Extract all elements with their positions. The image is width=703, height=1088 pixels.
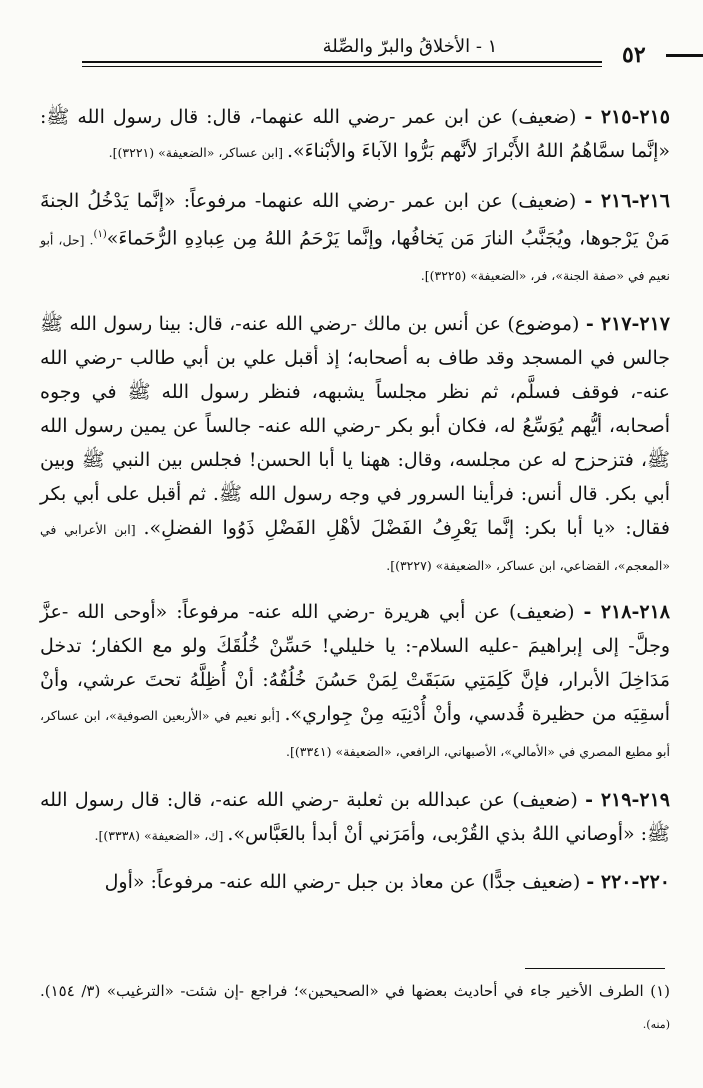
page-header (40, 34, 670, 74)
entry-number: ٢١٦-٢١٦ - (584, 190, 670, 212)
header-rule-thin (82, 66, 602, 67)
header-dash (666, 54, 703, 57)
entry-number: ٢١٥-٢١٥ - (584, 106, 670, 128)
hadith-entry-216 (40, 184, 670, 293)
footnote-mark: (منه). (642, 1018, 670, 1031)
entry-number: ٢١٩-٢١٩ - (585, 789, 670, 812)
page-body (40, 100, 670, 913)
hadith-entry-217 (40, 307, 670, 583)
footnote-text: (١) الطرف الأخير جاء في أحاديث بعضها في «الصحيحين»؛ فراجع -إن شئت- «الترغيب» (٣/ ١٥٤). (40, 982, 670, 1000)
entry-source: [أبو نعيم في «الأربعين الصوفية»، ابن عساكر، أبو مطيع المصري في «الأمالي»، الأصبهاني، الرافعي، «الضعيفة» (٣٣٤١)]. (40, 708, 670, 760)
entry-text: (ضعيف) عن عبدالله بن ثعلبة -رضي الله عنه-، قال: قال رسول الله ﷺ: «أوصاني اللهُ بذي القُرْبى، وأمَرَني أنْ أبدأ بالعَبَّاس». (40, 789, 670, 846)
hadith-entry-218 (40, 595, 670, 769)
footnote (40, 976, 670, 1040)
hadith-entry-220 (40, 865, 670, 901)
footnote-ref: (١) (93, 229, 107, 240)
header-rule (82, 61, 602, 63)
entry-number: ٢١٨-٢١٨ - (583, 601, 670, 624)
page-number: ٥٢ (622, 42, 646, 68)
running-title: ١ - الأخلاقُ والبرّ والصِّلة (322, 36, 498, 57)
entry-number: ٢٢٠-٢٢٠ - (586, 871, 670, 894)
hadith-entry-219 (40, 783, 670, 853)
entry-source: [ابن عساكر، «الضعيفة» (٣٢٢١)]. (108, 145, 287, 160)
entry-text: (ضعيف) عن ابن عمر -رضي الله عنهما- مرفوعاً: «إنَّما يَدْخُلُ الجنةَ مَنْ يَرْجوها، ويُجَنَّبُ النارَ مَن يَخافُها، وإنَّما يَرْحَمُ اللهُ مِن عِبادِهِ الرُّحَماءَ» (40, 190, 670, 250)
entry-source: [ابن الأعرابي في «المعجم»، القضاعي، ابن عساكر، «الضعيفة» (٣٢٢٧)]. (40, 522, 670, 574)
entry-source: . [حل، أبو نعيم في «صفة الجنة»، فر، «الضعيفة» (٣٢٢٥)]. (40, 232, 670, 284)
entry-text: (ضعيف) عن أبي هريرة -رضي الله عنه- مرفوعاً: «أوحى الله -عزَّ وجلَّ- إلى إبراهيمَ -عليه السلام-: يا خليلي! حَسِّنْ خُلُقَكَ ولو مع الكفار؛ تدخل مَدَاخِلَ الأبرار، فإنَّ كَلِمَتِي سَبَقَتْ لِمَنْ حَسُنَ خُلُقُهُ: أنْ أُظِلَّهُ تحتَ عرشي، وأنْ أسقِيَه من حظيرة قُدسي، وأنْ أُدْنِيَه مِنْ جِواري». (40, 601, 671, 726)
entry-text: (موضوع) عن أنس بن مالك -رضي الله عنه-، قال: بينا رسول الله ﷺ جالس في المسجد وقد طاف به أصحابه؛ إذ أقبل علي بن أبي طالب -رضي الله عنه-، فوقف فسلَّم، ثم نظر مجلساً يشبهه، فنظر رسول الله ﷺ في وجوه أصحابه، أيُّهم يُوَسِّعُ له، فكان أبو بكر -رضي الله عنه- جالساً عن يمين رسول الله ﷺ، فتزحزح له عن مجلسه، وقال: ههنا يا أبا الحسن! فجلس بين النبي ﷺ وبين أبي بكر. قال أنس: فرأينا السرور في وجه رسول الله ﷺ. ثم أقبل على أبي بكر فقال: «يا أبا بكر: إنَّما يَعْرِفُ الفَضْلَ لأهْلِ الفَضْلِ ذَوُوا الفضلِ». (40, 313, 670, 540)
footnote-divider (525, 968, 665, 969)
entry-text: (ضعيف جدًّا) عن معاذ بن جبل -رضي الله عنه- مرفوعاً: «أول (104, 871, 587, 894)
hadith-entry-215 (40, 100, 670, 170)
entry-text: (ضعيف) عن ابن عمر -رضي الله عنهما-، قال: قال رسول الله ﷺ: «إنَّما سمَّاهُمُ اللهُ الأَبْرارَ لأنَّهم بَرُّوا الآباءَ والأبْناءَ». (40, 106, 670, 162)
entry-source: [ك، «الضعيفة» (٣٣٣٨)]. (94, 828, 228, 844)
entry-number: ٢١٧-٢١٧ - (585, 313, 670, 336)
